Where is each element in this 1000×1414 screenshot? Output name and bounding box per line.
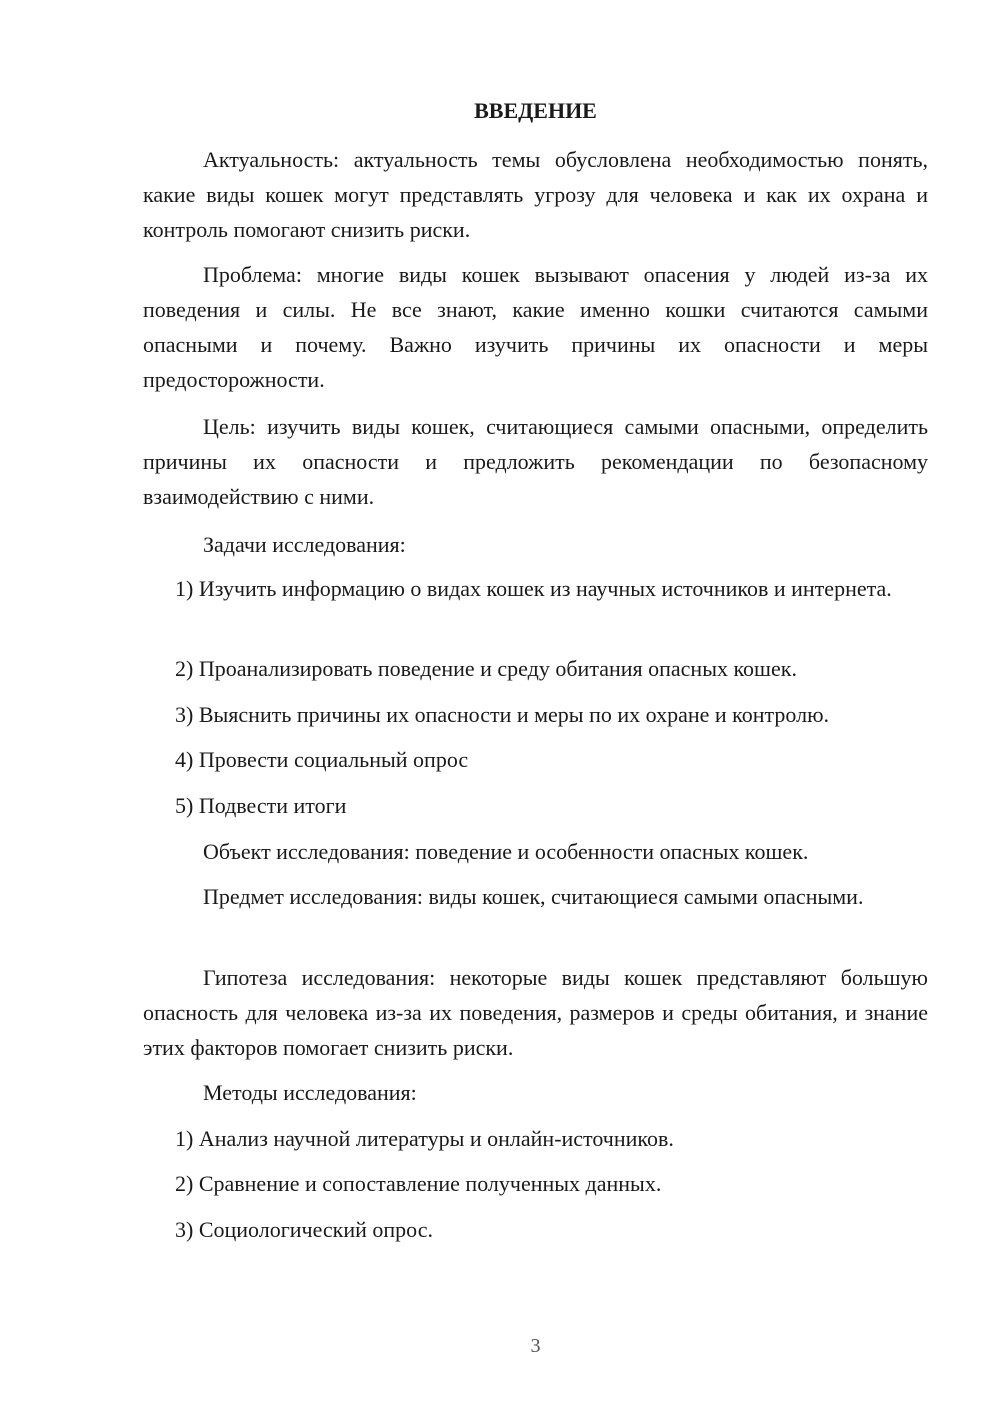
tasks-heading: Задачи исследования: (203, 532, 406, 557)
method-item-1: 1) Анализ научной литературы и онлайн-источников. (175, 1126, 674, 1151)
methods-heading: Методы исследования: (203, 1080, 417, 1105)
hypothesis-paragraph: Гипотеза исследования: некоторые виды кошек представляют большую опасность для человека из-за их поведения, размеров и среды обитания, и знание этих факторов помогает снизить риски. (143, 965, 928, 1060)
task-item-1: 1) Изучить информацию о видах кошек из научных источников и интернета. (175, 576, 892, 601)
goal-paragraph: Цель: изучить виды кошек, считающиеся самыми опасными, определить причины их опасности и предложить рекомендации по безопасному взаимодействию с ними. (143, 414, 928, 509)
subject-paragraph: Предмет исследования: виды кошек, считающиеся самыми опасными. (203, 884, 864, 909)
method-item-3: 3) Социологический опрос. (175, 1217, 433, 1242)
task-item-2: 2) Проанализировать поведение и среду обитания опасных кошек. (175, 656, 797, 681)
method-item-2: 2) Сравнение и сопоставление полученных данных. (175, 1171, 662, 1196)
page-title: ВВЕДЕНИЕ (474, 98, 597, 123)
problem-paragraph: Проблема: многие виды кошек вызывают опасения у людей из-за их поведения и силы. Не все знают, какие именно кошки считаются самыми опасными и почему. Важно изучить причины их опасности и меры предосторожности. (143, 262, 928, 392)
task-item-5: 5) Подвести итоги (175, 793, 347, 818)
page-number: 3 (530, 1335, 541, 1357)
relevance-paragraph: Актуальность: актуальность темы обусловлена необходимостью понять, какие виды кошек могут представлять угрозу для человека и как их охрана и контроль помогают снизить риски. (143, 147, 928, 242)
task-item-3: 3) Выяснить причины их опасности и меры по их охране и контролю. (175, 702, 830, 727)
document-page (143, 0, 928, 1414)
object-paragraph: Объект исследования: поведение и особенности опасных кошек. (203, 839, 809, 864)
task-item-4: 4) Провести социальный опрос (175, 747, 469, 772)
